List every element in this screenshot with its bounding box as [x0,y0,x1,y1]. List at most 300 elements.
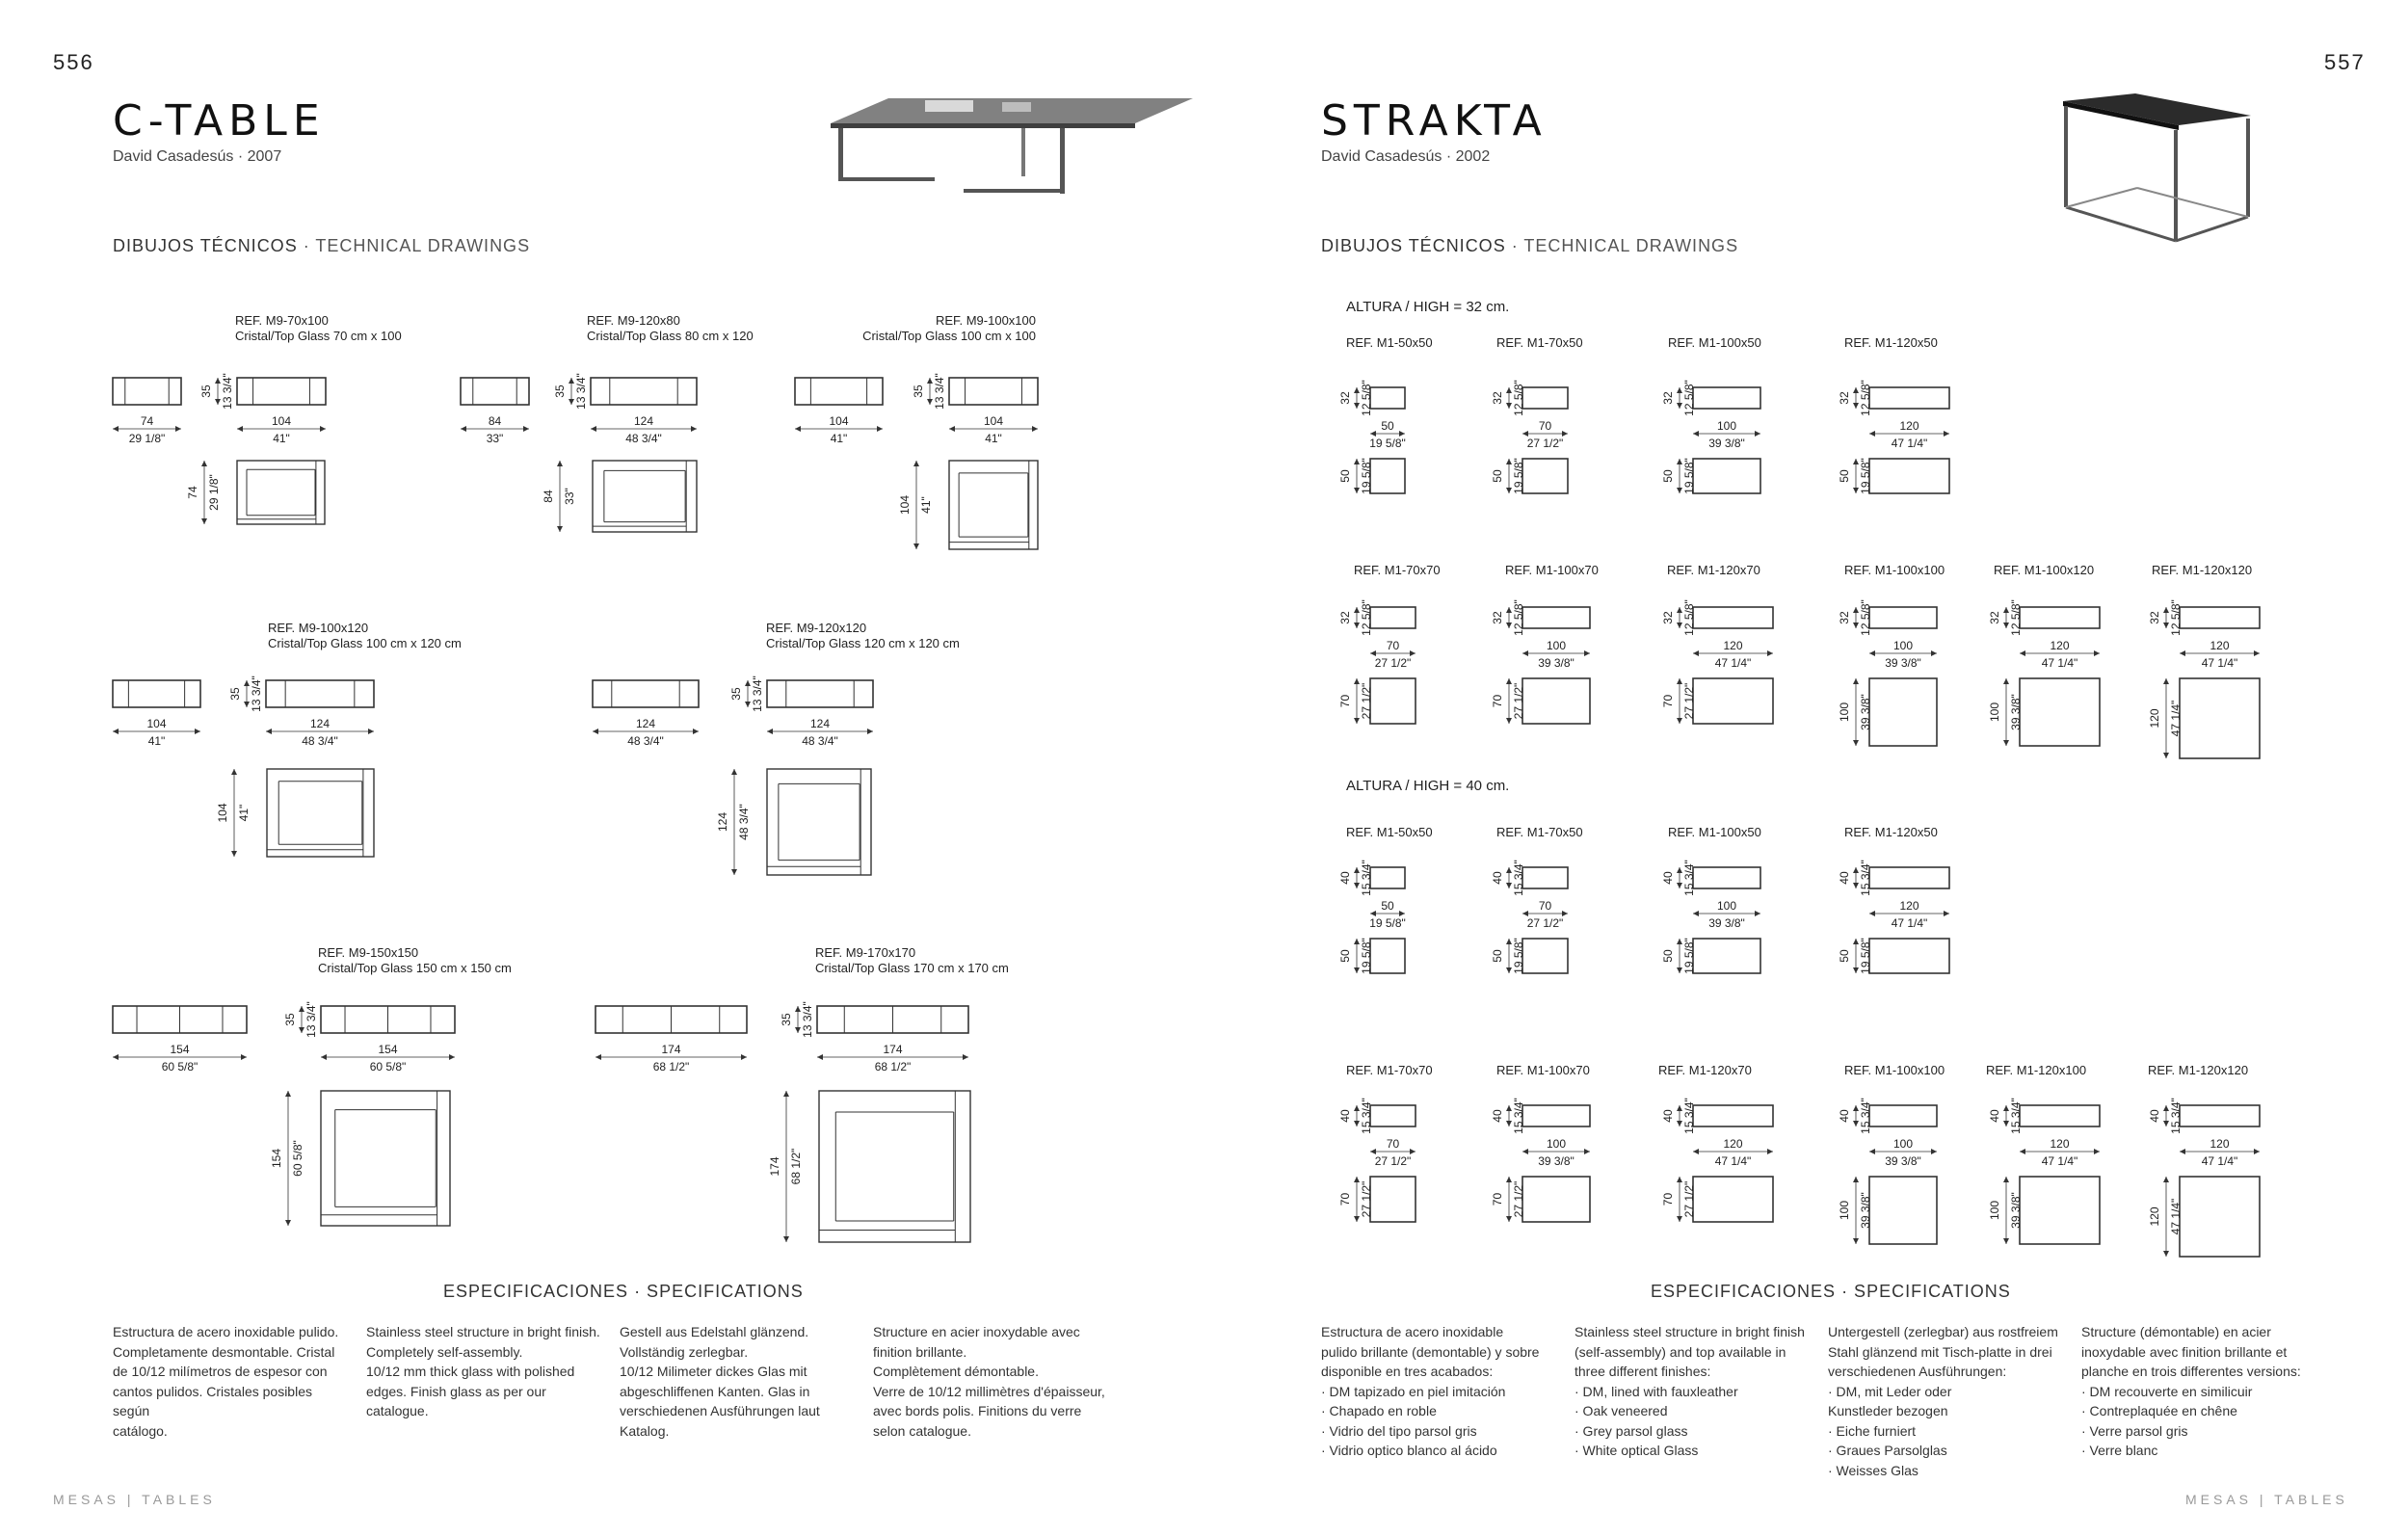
dimension-arrow [1853,1238,1859,1244]
plan-view [767,769,871,875]
dimension-value-in: 27 1/2" [1682,1180,1696,1218]
dimension-value-cm: 50 [1491,469,1504,483]
dimension-value-cm: 40 [1338,1109,1352,1123]
strakta-elevation [1522,1105,1590,1126]
dimension-arrow [557,526,563,532]
dimension-value-cm: 174 [661,1043,681,1056]
dimension-value-cm: 120 [1723,639,1743,652]
dimension-value-in: 48 3/4" [625,432,662,445]
dimension-value-cm: 74 [186,486,199,499]
dimension-value-cm: 100 [1892,1137,1914,1151]
dimension-arrow [731,769,737,775]
dimension-arrow [1853,1177,1859,1182]
model-ref: REF. M9-100x120 [268,621,369,635]
dimension-arrow [817,1054,823,1060]
dimension-value-cm: 100 [1716,419,1737,433]
dimension-arrow [1755,431,1760,437]
dimension-value-in: 19 5/8" [1369,916,1406,930]
strakta-elevation [1693,387,1760,409]
dimension-value-cm: 104 [216,803,229,823]
specifications-heading-right [1651,1282,2011,1302]
dimension-value-in: 47 1/4" [2169,1198,2183,1235]
dimension-value-in: 48 3/4" [737,804,751,840]
dimension-arrow [913,543,919,549]
dimension-value-in: 60 5/8" [161,1060,198,1073]
dimension-value-cm: 40 [1491,871,1504,885]
strakta-elevation [1869,867,1949,888]
dimension-value-in: 19 5/8" [1682,938,1696,974]
dimension-arrow [963,1054,968,1060]
elevation-view [266,680,374,707]
dimension-arrow [593,729,598,734]
dimension-value-in: 27 1/2" [1512,682,1525,720]
model-ref: REF. M9-100x100 [935,313,1036,328]
dimension-value-in: 19 5/8" [1360,458,1373,494]
dimension-value-cm: 32 [1661,611,1675,624]
dimension-arrow [741,1054,747,1060]
dimension-value-cm: 120 [2148,1206,2161,1227]
dimension-value-cm: 174 [883,1043,903,1056]
dimension-arrow [285,1220,291,1226]
dimension-arrow [1767,650,1773,656]
dimension-value-cm: 70 [1538,419,1552,433]
dimension-value-in: 41" [273,432,290,445]
dimension-arrow [1931,1149,1937,1154]
model-ref: REF. M9-150x150 [318,945,419,960]
dimension-arrow [195,729,200,734]
dimension-value-in: 39 3/8" [1708,916,1745,930]
dimension-value-cm: 70 [1491,1192,1504,1206]
spec-col-en-left: Stainless steel structure in bright finish. Completely self-assembly. 10/12 mm thick glass with polished edges. Finish glass as per our catalogue. [366,1324,600,1418]
dimension-value-cm: 154 [378,1043,398,1056]
dimension-value-cm: 104 [271,414,292,428]
dimension-arrow [113,1054,119,1060]
dimension-arrow [1869,911,1875,916]
dimension-value-cm: 120 [2210,1137,2230,1151]
dimension-arrow [1944,431,1949,437]
dimension-value-in: 60 5/8" [291,1140,304,1177]
elevation-view [461,378,529,405]
dimension-value-in: 12 5/8" [1859,380,1872,416]
dimension-value-cm: 100 [1988,1200,2001,1221]
dimension-arrow [2163,753,2169,758]
dimension-arrow [1767,1149,1773,1154]
spec-col-en-right: Stainless steel structure in bright finish (self-assembly) and top available in three different finishes: · DM, lined with fauxleather · Oak veneered · Grey parsol glass · White optical Glass [1574,1324,1805,1458]
dimension-value-cm: 84 [542,490,555,503]
dimension-arrow [113,729,119,734]
strakta-model-ref: REF. M1-70x70 [1346,1063,1433,1077]
dimension-arrow [595,1054,601,1060]
dimension-value-in: 39 3/8" [1538,1154,1574,1168]
dimension-value-in: 47 1/4" [2201,656,2238,670]
strakta-elevation [1522,607,1590,628]
footer-left: MESAS | TABLES [53,1492,216,1507]
strakta-elevation [1869,387,1949,409]
heading-en: · SPECIFICATIONS [1841,1282,2011,1301]
dimension-arrow [523,426,529,432]
strakta-plan [1693,678,1773,724]
dimension-value-cm: 120 [1723,1137,1743,1151]
dimension-value-cm: 104 [829,414,849,428]
dimension-value-cm: 120 [1899,419,1919,433]
strakta-elevation [2020,1105,2100,1126]
dimension-value-in: 13 3/4" [574,373,588,410]
dimension-value-in: 13 3/4" [933,373,946,410]
dimension-value-cm: 32 [1491,391,1504,405]
dimension-value-in: 13 3/4" [751,676,764,712]
dimension-arrow [449,1054,455,1060]
dimension-value-cm: 40 [1988,1109,2001,1123]
plan-view [267,769,374,857]
dimension-arrow [1584,650,1590,656]
dimension-value-cm: 50 [1838,949,1851,963]
plan-view [819,1091,970,1242]
model-description: Cristal/Top Glass 150 cm x 150 cm [318,961,512,975]
dimension-value-in: 27 1/2" [1682,682,1696,720]
dimension-value-in: 41" [985,432,1002,445]
strakta-plan [1522,678,1590,724]
dimension-value-cm: 32 [1988,611,2001,624]
dimension-value-cm: 100 [1546,1137,1567,1151]
strakta-plan [1693,939,1760,973]
page-number-right: 557 [2324,50,2366,74]
dimension-value-in: 27 1/2" [1526,916,1564,930]
dimension-value-cm: 35 [912,384,925,398]
dimension-value-cm: 124 [809,717,831,730]
strakta-model-ref: REF. M1-120x100 [1986,1063,2087,1077]
product-title-ctable: C-TABLE [113,96,326,146]
dimension-value-cm: 35 [780,1013,793,1026]
model-ref: REF. M9-120x120 [766,621,867,635]
strakta-model-ref: REF. M1-120x70 [1667,563,1760,577]
strakta-plan [1869,939,1949,973]
strakta-model-ref: REF. M1-120x50 [1844,825,1938,839]
dimension-arrow [231,851,237,857]
elevation-view [237,378,326,405]
dimension-value-in: 39 3/8" [1708,437,1745,450]
strakta-elevation [1869,607,1937,628]
strakta-elevation [1370,867,1405,888]
dimension-value-in: 12 5/8" [1512,380,1525,416]
dimension-value-cm: 32 [1491,611,1504,624]
plan-view [237,461,325,524]
elevation-view [591,378,697,405]
strakta-plan [1693,1177,1773,1222]
dimension-value-in: 19 5/8" [1360,938,1373,974]
dimension-value-in: 12 5/8" [1360,380,1373,416]
strakta-plan [1370,1177,1416,1222]
dimension-value-cm: 120 [2148,708,2161,729]
dimension-value-cm: 100 [1838,1200,1851,1221]
strakta-elevation [1522,867,1568,888]
dimension-arrow [1693,1149,1699,1154]
dimension-value-cm: 50 [1838,469,1851,483]
dimension-arrow [1869,650,1875,656]
dimension-value-cm: 32 [2148,611,2161,624]
strakta-elevation [1370,1105,1416,1126]
dimension-value-cm: 32 [1661,391,1675,405]
dimension-arrow [1693,911,1699,916]
strakta-elevation [2020,607,2100,628]
dimension-value-in: 48 3/4" [302,734,338,748]
dimension-value-in: 27 1/2" [1526,437,1564,450]
strakta-elevation [1869,1105,1937,1126]
strakta-model-ref: REF. M1-100x100 [1844,1063,1945,1077]
dimension-value-in: 12 5/8" [2009,599,2023,636]
dimension-value-cm: 35 [553,384,567,398]
heading-es: ESPECIFICACIONES [443,1282,629,1301]
dimension-arrow [2163,1251,2169,1257]
dimension-value-cm: 35 [228,687,242,701]
dimension-value-in: 39 3/8" [2009,694,2023,730]
strakta-plan [2020,1177,2100,1244]
strakta-plan [2180,678,2260,758]
heading-es: DIBUJOS TÉCNICOS [1321,236,1506,255]
dimension-arrow [285,1091,291,1097]
strakta-model-ref: REF. M1-50x50 [1346,335,1433,350]
dimension-value-in: 60 5/8" [369,1060,407,1073]
dimension-value-cm: 104 [898,494,912,516]
product-author-strakta: David Casadesús · 2002 [1321,148,1491,165]
dimension-arrow [2163,678,2169,684]
strakta-plan [1869,459,1949,493]
dimension-value-cm: 35 [199,384,213,398]
dimension-value-cm: 174 [768,1156,781,1177]
dimension-value-in: 15 3/4" [1682,1098,1696,1134]
strakta-model-ref: REF. M1-100x50 [1668,825,1761,839]
dimension-value-in: 47 1/4" [2041,656,2078,670]
heading-en: · TECHNICAL DRAWINGS [1511,236,1739,255]
spec-col-fr-left: Structure en acier inoxydable avec finition brillante. Complètement démontable. Verre de 10/12 millimètres d'épaisseur, avec bords polis. Finitions du verre selon catalogue. [873,1324,1105,1439]
heading-en: · TECHNICAL DRAWINGS [303,236,531,255]
product-author-ctable: David Casadesús · 2007 [113,148,282,165]
dimension-value-in: 19 5/8" [1859,458,1872,494]
dimension-value-cm: 70 [1538,899,1552,913]
dimension-arrow [2003,740,2009,746]
model-ref: REF. M9-170x170 [815,945,916,960]
dimension-arrow [1853,678,1859,684]
height-group-label-40: ALTURA / HIGH = 40 cm. [1346,778,1510,794]
strakta-plan [2020,678,2100,746]
dimension-arrow [2180,650,2185,656]
dimension-arrow [321,1054,327,1060]
dimension-arrow [783,1091,789,1097]
dimension-value-in: 39 3/8" [2009,1192,2023,1229]
dimension-value-cm: 70 [1338,694,1352,708]
dimension-value-cm: 50 [1661,949,1675,963]
strakta-elevation [1693,867,1760,888]
strakta-model-ref: REF. M1-120x70 [1658,1063,1752,1077]
dimension-arrow [691,426,697,432]
strakta-model-ref: REF. M1-70x70 [1354,563,1441,577]
dimension-value-cm: 40 [1338,871,1352,885]
elevation-view [767,680,873,707]
dimension-value-cm: 32 [1338,391,1352,405]
dimension-value-in: 47 1/4" [1891,437,1928,450]
dimension-value-in: 39 3/8" [1885,1154,1921,1168]
dimension-value-in: 19 5/8" [1512,458,1525,494]
dimension-value-in: 12 5/8" [1682,380,1696,416]
dimension-arrow [1869,1149,1875,1154]
dimension-arrow [2254,1149,2260,1154]
dimension-arrow [949,426,955,432]
dimension-value-cm: 100 [1892,639,1914,652]
strakta-plan [1522,459,1568,493]
dimension-value-in: 41" [147,734,166,748]
dimension-arrow [1693,431,1699,437]
dimension-arrow [201,518,207,524]
dimension-value-in: 12 5/8" [2169,599,2183,636]
dimension-value-cm: 40 [2148,1109,2161,1123]
dimension-value-in: 12 5/8" [1512,599,1525,636]
strakta-model-ref: REF. M1-120x50 [1844,335,1938,350]
dimension-value-cm: 40 [1491,1109,1504,1123]
dimension-value-in: 15 3/4" [1859,860,1872,896]
plan-view [321,1091,450,1226]
dimension-value-in: 41" [919,496,933,514]
strakta-plan [2180,1177,2260,1257]
strakta-plan [1869,678,1937,746]
dimension-value-cm: 50 [1381,419,1394,433]
dimension-arrow [591,426,596,432]
model-description: Cristal/Top Glass 120 cm x 120 cm [766,636,960,650]
model-ref: REF. M9-120x80 [587,313,680,328]
strakta-model-ref: REF. M1-50x50 [1346,825,1433,839]
spec-col-es-right: Estructura de acero inoxidable pulido brillante (demontable) y sobre disponible en tres acabados: · DM tapizado en piel imitación · Chapado en roble · Vidrio del tipo parsol gris · Vidrio optico blanco al ácido [1321,1324,1540,1458]
dimension-value-cm: 120 [2050,1137,2070,1151]
dimension-value-in: 47 1/4" [1714,656,1752,670]
heading-es: DIBUJOS TÉCNICOS [113,236,298,255]
dimension-value-in: 15 3/4" [1512,860,1525,896]
model-description: Cristal/Top Glass 80 cm x 120 [587,329,754,343]
dimension-arrow [867,729,873,734]
dimension-value-cm: 40 [1838,1109,1851,1123]
strakta-elevation [1370,387,1405,409]
footer-right: MESAS | TABLES [2185,1492,2348,1507]
model-description: Cristal/Top Glass 170 cm x 170 cm [815,961,1009,975]
dimension-value-in: 41" [830,432,848,445]
product-title-strakta: STRAKTA [1321,96,1548,146]
dimension-value-cm: 70 [1661,1192,1675,1206]
dimension-value-cm: 35 [729,687,743,701]
dimension-value-cm: 124 [716,811,729,833]
strakta-elevation [2180,1105,2260,1126]
dimension-value-cm: 50 [1381,899,1394,913]
dimension-arrow [2254,650,2260,656]
model-description: Cristal/Top Glass 70 cm x 100 [235,329,402,343]
dimension-value-cm: 74 [140,414,154,428]
dimension-arrow [175,426,181,432]
dimension-value-in: 47 1/4" [1714,1154,1752,1168]
dimension-value-in: 27 1/2" [1374,656,1412,670]
dimension-arrow [241,1054,247,1060]
plan-view [593,461,697,532]
dimension-value-cm: 32 [1838,611,1851,624]
dimension-arrow [1944,911,1949,916]
dimension-value-in: 33" [563,488,576,505]
dimension-value-cm: 120 [2050,639,2070,652]
dimension-value-cm: 50 [1338,469,1352,483]
dimension-value-in: 15 3/4" [1360,860,1373,896]
dimension-value-cm: 104 [146,717,167,730]
dimension-value-in: 19 5/8" [1369,437,1406,450]
strakta-model-ref: REF. M1-70x50 [1496,335,1583,350]
strakta-model-ref: REF. M1-70x50 [1496,825,1583,839]
dimension-arrow [1032,426,1038,432]
dimension-value-in: 19 5/8" [1859,938,1872,974]
dimension-arrow [2163,1177,2169,1182]
spec-col-de-left: Gestell aus Edelstahl glänzend. Vollständig zerlegbar. 10/12 Milimeter dickes Glas mit abgeschliffenen Kanten. Glas in verschiedenen Ausführungen laut Katalog. [620,1324,820,1439]
dimension-value-in: 39 3/8" [1859,1192,1872,1229]
strakta-elevation [1370,607,1416,628]
strakta-model-ref: REF. M1-120x120 [2148,1063,2249,1077]
model-description: Cristal/Top Glass 100 cm x 120 cm [268,636,462,650]
dimension-value-in: 47 1/4" [1891,916,1928,930]
elevation-view [949,378,1038,405]
model-description: Cristal/Top Glass 100 cm x 100 [862,329,1036,343]
dimension-value-cm: 120 [2210,639,2230,652]
dimension-arrow [693,729,699,734]
dimension-value-cm: 70 [1386,639,1400,652]
dimension-value-cm: 32 [1338,611,1352,624]
specifications-heading-left [443,1282,804,1302]
strakta-model-ref: REF. M1-100x70 [1496,1063,1590,1077]
dimension-arrow [783,1236,789,1242]
dimension-value-in: 13 3/4" [801,1001,814,1038]
dimension-value-in: 12 5/8" [1859,599,1872,636]
dimension-arrow [1522,650,1528,656]
dimension-value-cm: 124 [633,414,654,428]
dimension-value-in: 19 5/8" [1682,458,1696,494]
strakta-plan [1522,1177,1590,1222]
dimension-value-in: 27 1/2" [1374,1154,1412,1168]
dimension-arrow [1522,1149,1528,1154]
dimension-value-cm: 100 [1546,639,1567,652]
dimension-value-cm: 70 [1386,1137,1400,1151]
dimension-value-cm: 84 [488,414,502,428]
dimension-value-cm: 35 [283,1013,297,1026]
strakta-model-ref: REF. M1-100x120 [1994,563,2095,577]
strakta-elevation [1693,1105,1773,1126]
dimension-arrow [2003,1238,2009,1244]
dimension-value-in: 13 3/4" [221,373,234,410]
dimension-value-in: 29 1/8" [128,432,166,445]
dimension-value-in: 27 1/2" [1360,682,1373,720]
strakta-elevation [2180,607,2260,628]
dimension-value-cm: 100 [1988,702,2001,723]
dimension-value-cm: 70 [1491,694,1504,708]
dimension-value-in: 47 1/4" [2169,700,2183,737]
elevation-view [113,378,181,405]
dimension-arrow [1869,431,1875,437]
dimension-arrow [2094,650,2100,656]
dimension-value-in: 48 3/4" [802,734,838,748]
dimension-arrow [731,869,737,875]
dimension-arrow [557,461,563,466]
dimension-value-in: 68 1/2" [874,1060,912,1073]
strakta-plan [1370,939,1405,973]
dimension-value-in: 39 3/8" [1885,656,1921,670]
dimension-arrow [1755,911,1760,916]
dimension-arrow [877,426,883,432]
dimension-value-cm: 50 [1491,949,1504,963]
heading-es: ESPECIFICACIONES [1651,1282,1837,1301]
dimension-value-in: 39 3/8" [1859,694,1872,730]
dimension-value-in: 47 1/4" [2201,1154,2238,1168]
elevation-view [113,680,200,707]
dimension-arrow [1853,740,1859,746]
dimension-arrow [237,426,243,432]
